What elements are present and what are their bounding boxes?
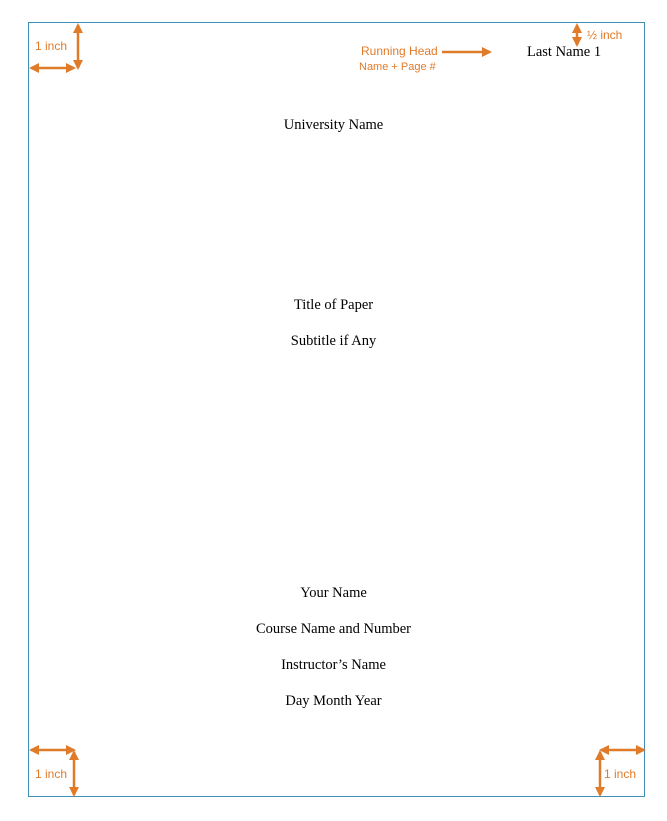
running-head-sublabel: Name + Page #	[359, 61, 436, 73]
author-name: Your Name	[300, 585, 367, 601]
top-right-margin-label: ½ inch	[587, 28, 623, 42]
bottom-left-margin-label: 1 inch	[35, 767, 68, 781]
course-name: Course Name and Number	[255, 621, 412, 637]
date: Day Month Year	[285, 693, 382, 709]
paper-subtitle: Subtitle if Any	[290, 333, 377, 349]
university-name: University Name	[283, 117, 384, 133]
bottom-right-margin-label: 1 inch	[604, 767, 637, 781]
instructor-name: Instructor’s Name	[281, 657, 386, 673]
running-head-label: Running Head	[361, 44, 438, 58]
paper-title: Title of Paper	[293, 297, 374, 313]
running-head: Last Name 1	[527, 44, 602, 60]
top-left-margin-label: 1 inch	[35, 39, 68, 53]
